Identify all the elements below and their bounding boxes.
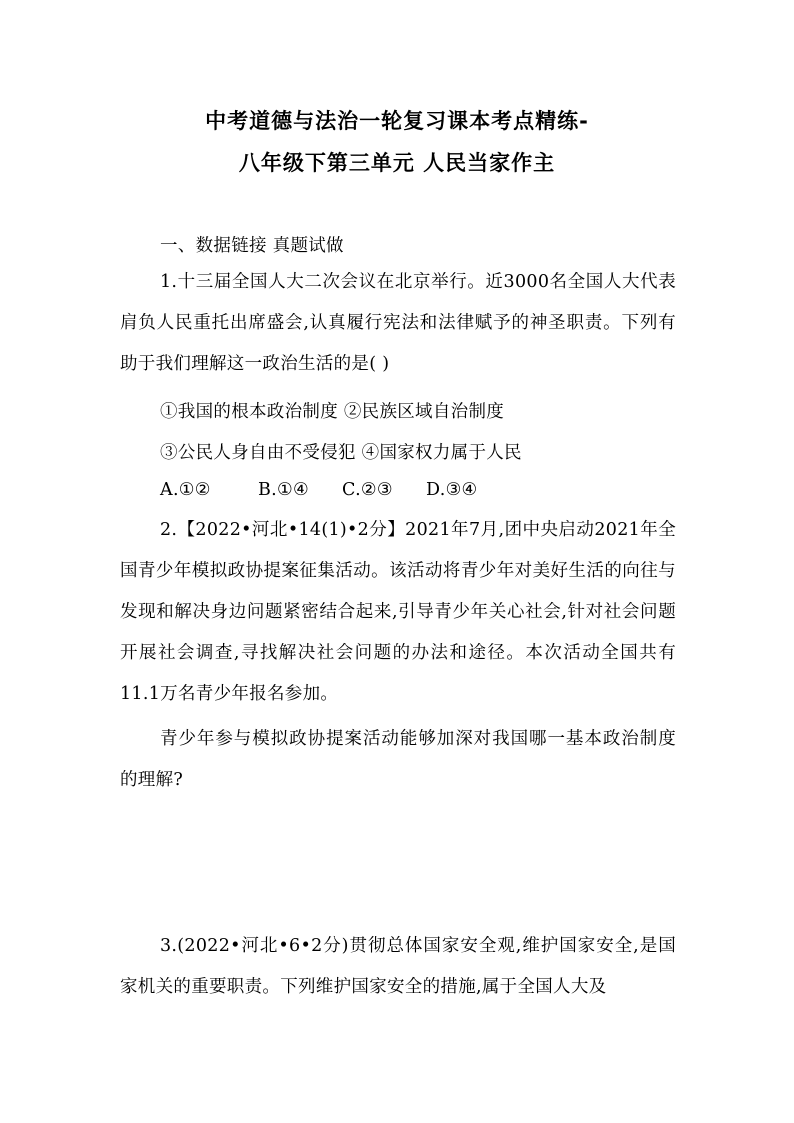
section-heading: 一、数据链接 真题试做 bbox=[160, 236, 344, 256]
q1-items-line-2: ③公民人身自由不受侵犯 ④国家权力属于人民 bbox=[160, 443, 522, 463]
q1-items-line-1: ①我国的根本政治制度 ②民族区域自治制度 bbox=[160, 402, 505, 422]
q1-options bbox=[160, 480, 478, 500]
q2-question: 青少年参与模拟政协提案活动能够加深对我国哪一基本政治制度的理解? bbox=[120, 729, 676, 790]
doc-title-line-2: 八年级下第三单元 人民当家作主 bbox=[238, 151, 556, 175]
q1-option-a[interactable]: A.①② bbox=[160, 480, 211, 500]
q1-option-d[interactable]: D.③④ bbox=[426, 480, 478, 500]
q1-stem: 1.十三届全国人大二次会议在北京举行。近3000名全国人大代表肩负人民重托出席盛会,认真履行宪法和法律赋予的神圣职责。下列有助于我们理解这一政治生活的是( ) bbox=[120, 272, 676, 374]
q3-stem: 3.(2022•河北•6•2分)贯彻总体国家安全观,维护国家安全,是国家机关的重要职责。下列维护国家安全的措施,属于全国人大及 bbox=[120, 936, 676, 997]
q1-option-b[interactable]: B.①④ bbox=[258, 480, 309, 500]
q2-stem: 2.【2022•河北•14(1)•2分】2021年7月,团中央启动2021年全国青少年模拟政协提案征集活动。该活动将青少年对美好生活的向往与发现和解决身边问题紧密结合起来,引导青少年关心社会,针对社会问题开展社会调查,寻找解决社会问题的办法和途径。本次活动全国共有11.1万名青少年报名参加。 bbox=[120, 520, 676, 704]
doc-title-line-1: 中考道德与法治一轮复习课本考点精练- bbox=[205, 109, 589, 133]
q1-option-c[interactable]: C.②③ bbox=[342, 480, 393, 500]
